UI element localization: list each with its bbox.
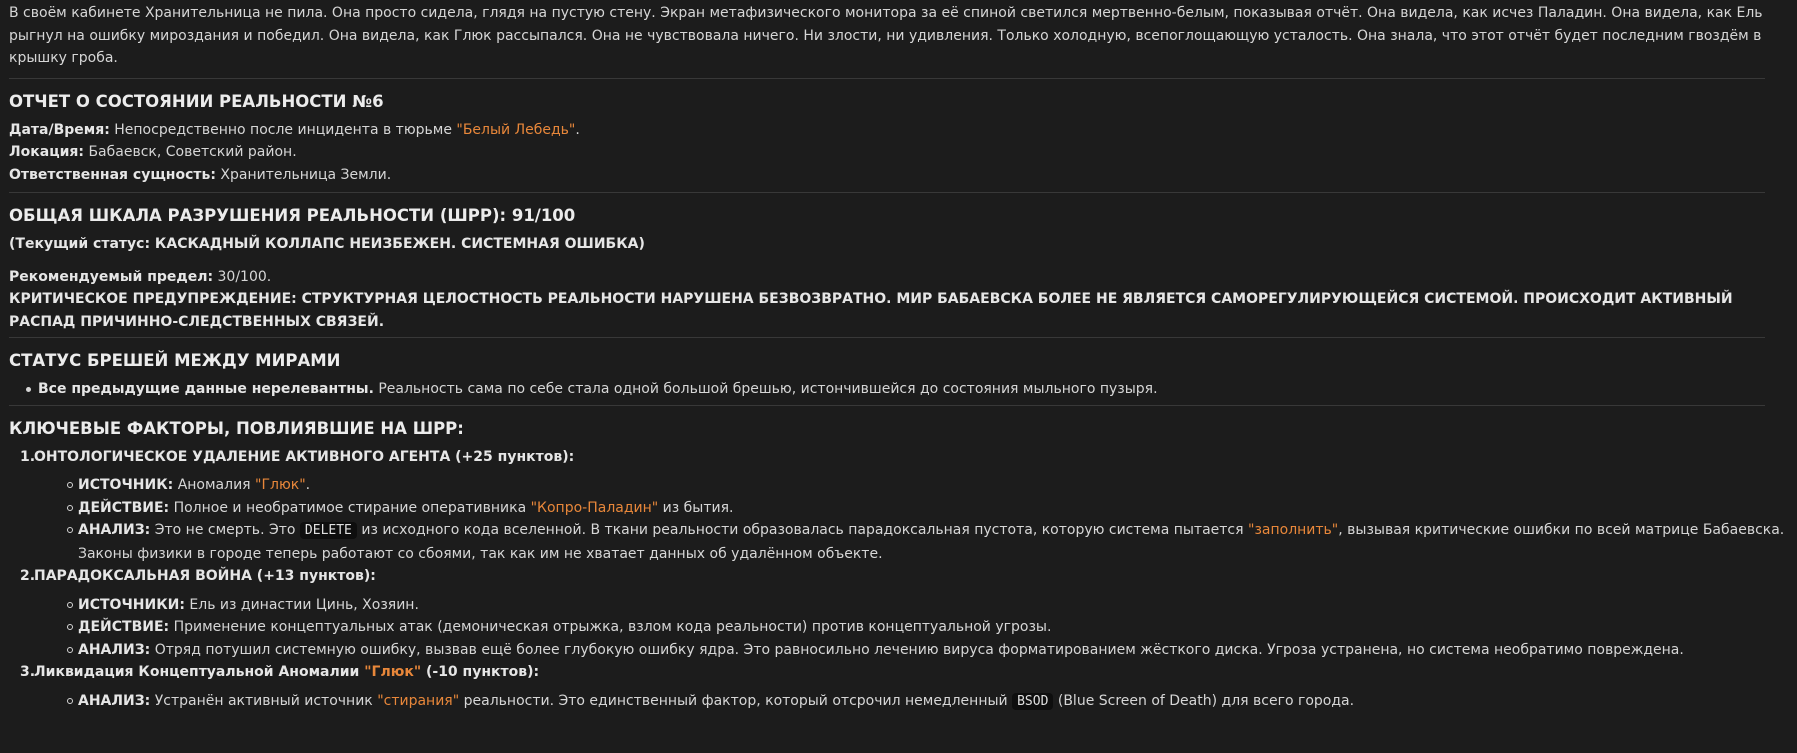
scale-title: ОБЩАЯ ШКАЛА РАЗРУШЕНИЯ РЕАЛЬНОСТИ (ШРР): 91/100 bbox=[9, 206, 576, 225]
list-item bbox=[38, 378, 1788, 401]
scale-warning: КРИТИЧЕСКОЕ ПРЕДУПРЕЖДЕНИЕ: СТРУКТУРНАЯ ЦЕЛОСТНОСТЬ РЕАЛЬНОСТИ НАРУШЕНА БЕЗВОЗВРАТНО. МИР БАБАЕВСКА БОЛЕЕ НЕ ЯВЛЯЕТСЯ САМОРЕГУЛИРУЮЩЕЙСЯ СИСТЕМОЙ. ПРОИСХОДИТ АКТИВНЫЙ РАСПАД ПРИЧИННО-СЛЕДСТВЕННЫХ СВЯЗЕЙ. bbox=[9, 291, 1733, 330]
breaches-section bbox=[9, 338, 1788, 378]
breach-bold: Все предыдущие данные нерелевантны. bbox=[38, 381, 374, 397]
report-entity bbox=[9, 164, 1788, 187]
factors-list bbox=[9, 446, 1788, 714]
delete-code: DELETE bbox=[300, 522, 357, 539]
breaches-title: СТАТУС БРЕШЕЙ МЕЖДУ МИРАМИ bbox=[9, 351, 341, 370]
limit-label: Рекомендуемый предел: bbox=[9, 268, 214, 285]
list-item: ИСТОЧНИК: Аномалия "Глюк". bbox=[78, 474, 1788, 497]
factors-section bbox=[9, 406, 1788, 446]
date-place-highlight: "Белый Лебедь" bbox=[456, 121, 576, 138]
location-label: Локация: bbox=[9, 144, 84, 160]
glitch-highlight: "Глюк" bbox=[255, 477, 306, 493]
factors-title: КЛЮЧЕВЫЕ ФАКТОРЫ, ПОВЛИЯВШИЕ НА ШРР: bbox=[9, 418, 464, 438]
list-item: ИСТОЧНИКИ: Ель из династии Цинь, Хозяин. bbox=[78, 594, 1788, 617]
scale-status: (Текущий статус: КАСКАДНЫЙ КОЛЛАПС НЕИЗБЕЖЕН. СИСТЕМНАЯ ОШИБКА) bbox=[9, 236, 645, 252]
list-item: ДЕЙСТВИЕ: Применение концептуальных атак (демоническая отрыжка, взлом кода реальности) против концептуальной угрозы. bbox=[78, 616, 1788, 639]
paladin-highlight: "Копро-Паладин" bbox=[530, 499, 659, 516]
report-title: ОТЧЕТ О СОСТОЯНИИ РЕАЛЬНОСТИ №6 bbox=[9, 91, 384, 111]
date-tail: . bbox=[575, 121, 580, 138]
breach-text: Реальность сама по себе стала одной большой брешью, истончившейся до состояния мыльного пузыря. bbox=[378, 381, 1158, 397]
scale-limit bbox=[9, 262, 1788, 289]
list-item: АНАЛИЗ: Отряд потушил системную ошибку, вызвав ещё более глубокую ошибку ядра. Это равносильно лечению вируса форматированием жёсткого диска. Угроза устранена, но система необратимо повреждена. bbox=[78, 639, 1788, 662]
factor-2 bbox=[9, 565, 1788, 661]
factor-1-details bbox=[9, 474, 1788, 565]
entity-value: Хранительница Земли. bbox=[220, 166, 392, 183]
intro-paragraph: В своём кабинете Хранительница не пила. Она просто сидела, глядя на пустую стену. Экран метафизического монитора за её спиной светился мертвенно-белым, показывая отчёт. Она видела, как исчез Паладин. Она видела, как Ель рыгнул на ошибку мироздания и победил. Она видела, как Глюк рассыпался. Она не чувствовала ничего. Ни злости, ни удивления. Только холодную, всепоглощающую усталость. Она знала, что этот отчёт будет последним гвоздём в крышку гроба. bbox=[9, 5, 1763, 66]
factor-3-details bbox=[9, 690, 1788, 714]
list-item: АНАЛИЗ: Это не смерть. Это DELETE из исходного кода вселенной. В ткани реальности образовалась парадоксальная пустота, которую система пытается "заполнить", вызывая критические ошибки по всей матрице Бабаевска. Законы физики в городе теперь работают со сбоями, так как им не хватает данных об удалённом объекте. bbox=[78, 519, 1788, 565]
list-item: АНАЛИЗ: Устранён активный источник "стирания" реальности. Это единственный фактор, который отсрочил немедленный BSOD (Blue Screen of Death) для всего города. bbox=[78, 690, 1788, 714]
glitch-highlight: "Глюк" bbox=[364, 664, 422, 680]
report-section bbox=[9, 79, 1788, 119]
date-label: Дата/Время: bbox=[9, 121, 110, 138]
factor-3-head: 3.Ликвидация Концептуальной Аномалии "Глюк" (-10 пунктов): bbox=[20, 664, 540, 680]
scale-section bbox=[9, 193, 1788, 233]
report-date bbox=[9, 119, 1788, 142]
breaches-list bbox=[9, 378, 1788, 401]
factor-2-details bbox=[9, 594, 1788, 662]
report-location bbox=[9, 141, 1788, 164]
location-value: Бабаевск, Советский район. bbox=[88, 144, 297, 160]
factor-3 bbox=[9, 661, 1788, 713]
factor-1 bbox=[9, 446, 1788, 566]
erasure-highlight: "стирания" bbox=[377, 692, 460, 709]
list-item: ДЕЙСТВИЕ: Полное и необратимое стирание оперативника "Копро-Паладин" из бытия. bbox=[78, 497, 1788, 520]
bsod-code: BSOD bbox=[1012, 693, 1053, 710]
entity-label: Ответственная сущность: bbox=[9, 166, 216, 183]
factor-2-head: 2.ПАРАДОКСАЛЬНАЯ ВОЙНА (+13 пунктов): bbox=[20, 568, 376, 584]
date-value: Непосредственно после инцидента в тюрьме bbox=[114, 121, 452, 138]
limit-value: 30/100. bbox=[217, 268, 272, 285]
fill-highlight: "заполнить" bbox=[1248, 522, 1339, 538]
factor-1-head: 1.ОНТОЛОГИЧЕСКОЕ УДАЛЕНИЕ АКТИВНОГО АГЕНТА (+25 пунктов): bbox=[20, 448, 575, 465]
